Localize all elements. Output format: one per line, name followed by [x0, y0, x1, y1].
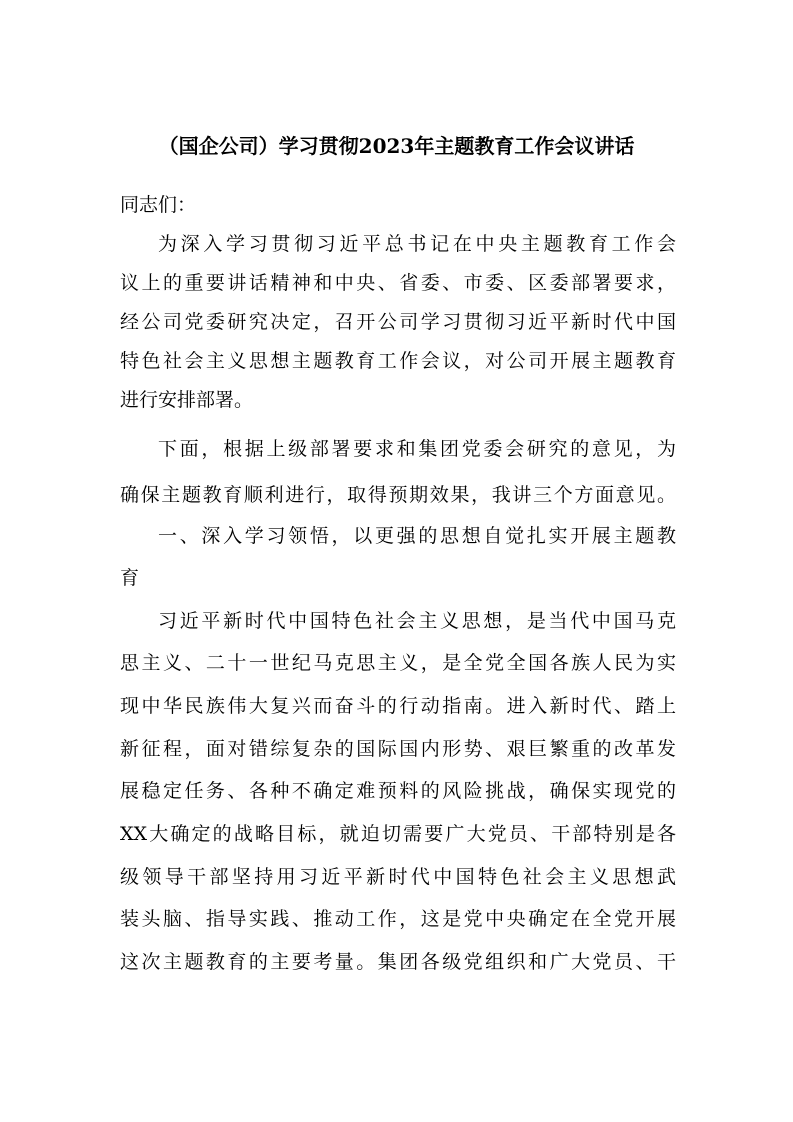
paragraph-line: 现中华民族伟大复兴而奋斗的行动指南。进入新时代、踏上	[120, 695, 676, 717]
paragraph-line: 装头脑、指导实践、推动工作，这是党中央确定在全党开展	[120, 908, 676, 930]
paragraph-line: 这次主题教育的主要考量。集团各级党组织和广大党员、干	[120, 951, 676, 973]
section-heading-line: 育	[120, 567, 140, 589]
paragraph-line: 习近平新时代中国特色社会主义思想，是当代中国马克	[158, 610, 676, 632]
paragraph-line: 下面，根据上级部署要求和集团党委会研究的意见，为	[158, 438, 676, 460]
paragraph-line: 特色社会主义思想主题教育工作会议，对公司开展主题教育	[120, 350, 676, 372]
paragraph-line: 进行安排部署。	[120, 389, 254, 411]
document-title: （国企公司）学习贯彻2023年主题教育工作会议讲话	[158, 134, 635, 158]
paragraph-line: 新征程，面对错综复杂的国际国内形势、艰巨繁重的改革发	[120, 738, 676, 760]
paragraph-line: XX大确定的战略目标，就迫切需要广大党员、干部特别是各	[120, 823, 676, 845]
paragraph-line: 级领导干部坚持用习近平新时代中国特色社会主义思想武	[120, 866, 676, 888]
paragraph-line: 经公司党委研究决定，召开公司学习贯彻习近平新时代中国	[120, 311, 676, 333]
paragraph-line: 展稳定任务、各种不确定难预料的风险挑战，确保实现党的	[120, 780, 676, 802]
salutation: 同志们：	[120, 194, 197, 216]
paragraph-line: 思主义、二十一世纪马克思主义，是全党全国各族人民为实	[120, 652, 676, 674]
paragraph-line: 议上的重要讲话精神和中央、省委、市委、区委部署要求，	[120, 272, 676, 294]
paragraph-line: 为深入学习贯彻习近平总书记在中央主题教育工作会	[158, 233, 676, 255]
paragraph-line: 确保主题教育顺利进行，取得预期效果，我讲三个方面意见。	[120, 484, 676, 506]
section-heading-line: 一、深入学习领悟，以更强的思想自觉扎实开展主题教	[158, 525, 676, 547]
